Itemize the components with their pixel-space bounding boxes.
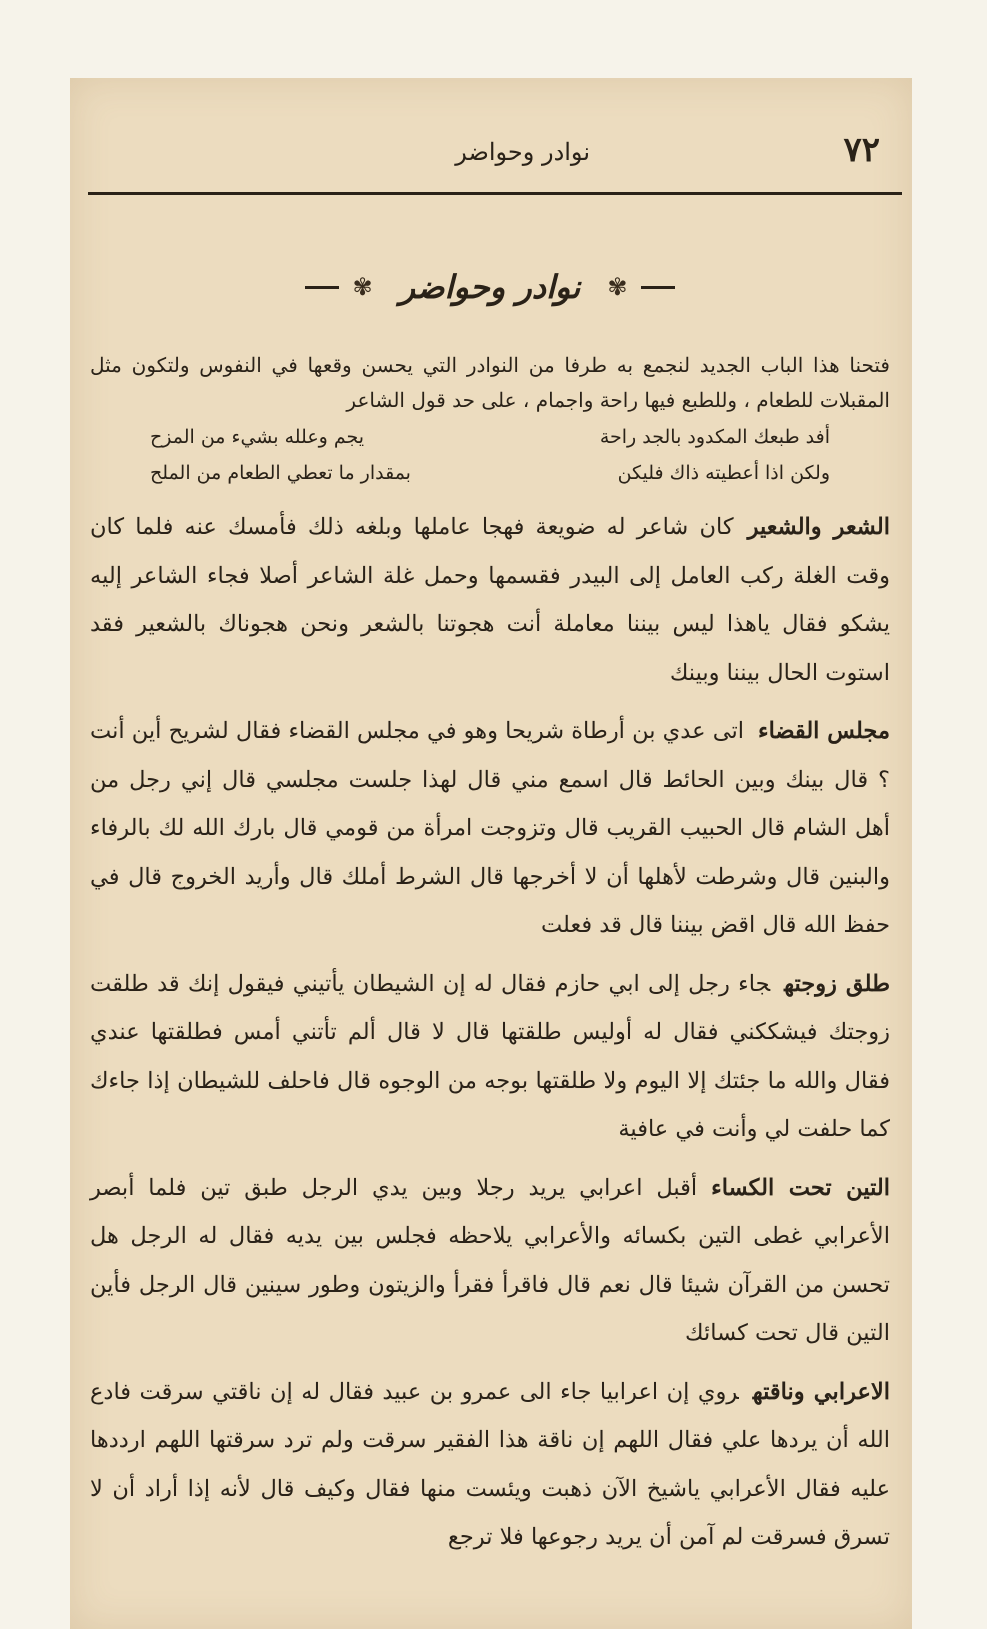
verse-first-hemistich: ولكن اذا أعطيته ذاك فليكن (617, 462, 830, 484)
anecdote-title: التين تحت الكساء (711, 1174, 891, 1201)
anecdote-title: الاعرابي وناقته (752, 1378, 890, 1405)
ornament-line-left (305, 286, 339, 289)
anecdote (90, 707, 890, 950)
anecdote-body: كان شاعر له ضويعة فهجا عاملها وبلغه ذلك فأمسك عنه فلما كان وقت الغلة ركب العامل إلى البيدر فقسمها وحمل غلة الشاعر أصلا فجاء الشاعر إليه يشكو فقال ياهذا ليس بيننا معاملة أنت هجوتنا بالشعر ونحن هجوناك بالشعير فقد استوت الحال بيننا وبينك (90, 514, 890, 686)
anecdote-title: طلق زوجته (784, 970, 890, 997)
anecdotes (90, 503, 890, 1572)
anecdote-body: أقبل اعرابي يريد رجلا وبين يدي الرجل طبق تين فلما أبصر الأعرابي غطى التين بكسائه والأعرابي يلاحظه فجلس بين يديه فقال له الرجل هل تحسن من القرآن شيئا قال نعم قال فاقرأ فقرأ والزيتون وطور سينين قال الرجل فأين التين قال تحت كسائك (90, 1174, 890, 1346)
flower-ornament-icon: ✾ (607, 273, 628, 301)
anecdote-body: روي إن اعرابيا جاء الى عمرو بن عبيد فقال له إن ناقتي سرقت فادع الله أن يردها علي فقال اللهم إن ناقة هذا الفقير سرقت ولم ترد سرقتها اللهم ارددها عليه فقال الأعرابي ياشيخ الآن ذهبت ويئست منها فقال وكيف قال لأنه إذا أراد أن لا تسرق فسرقت لم آمن أن يريد رجوعها فلا ترجع (90, 1378, 890, 1550)
anecdote-title: مجلس القضاء (757, 718, 890, 744)
anecdote-body: جاء رجل إلى ابي حازم فقال له إن الشيطان يأتيني فيقول إنك قد طلقت زوجتك فيشككني فقال له أوليس طلقتها قال لا قال ألم تأتني أمس فطلقتها عندي فقال والله ما جئتك إلا اليوم ولا طلقتها بوجه من الوجوه قال فاحلف للشيطان إذا جاءك كما حلفت لي وأنت في عافية (90, 970, 890, 1142)
flower-ornament-icon: ✾ (352, 273, 373, 301)
book-page (70, 78, 912, 1629)
anecdote (90, 960, 890, 1154)
anecdote (90, 503, 890, 697)
anecdote-title: الشعر والشعير (747, 514, 890, 540)
anecdote (90, 1164, 890, 1358)
section-title: نوادر وحواضر (399, 268, 581, 306)
verse-second-hemistich: بمقدار ما تعطي الطعام من الملح (150, 462, 411, 484)
page-content (90, 78, 890, 1629)
ornament-line-right (641, 286, 675, 289)
verse-second-hemistich: يجم وعلله بشيء من المزح (150, 426, 365, 448)
section-heading (90, 268, 890, 328)
running-title: نوادر وحواضر (455, 138, 590, 166)
anecdote-body: اتى عدي بن أرطاة شريحا وهو في مجلس القضاء فقال لشريح أين أنت ؟ قال بينك وبين الحائط قال اسمع مني قال لهذا جلست مجلسي قال إني رجل من أهل الشام قال الحبيب القريب قال وتزوجت امرأة من قومي قال بارك الله لك بالرفاء والبنين قال وشرطت لأهلها أن لا أخرجها قال الشرط أملك قال وأريد الخروج قال في حفظ الله قال اقض بيننا قال قد فعلت (90, 718, 890, 938)
page-header (90, 130, 890, 180)
header-rule (88, 192, 902, 195)
page-number: ٧٢ (843, 130, 880, 170)
verse-first-hemistich: أفد طبعك المكدود بالجد راحة (599, 426, 830, 448)
anecdote (90, 1368, 890, 1562)
intro-paragraph: فتحنا هذا الباب الجديد لنجمع به طرفا من النوادر التي يحسن وقعها في النفوس ولتكون مثل المقبلات للطعام ، وللطبع فيها راحة واجمام ، على حد قول الشاعر (90, 353, 890, 412)
